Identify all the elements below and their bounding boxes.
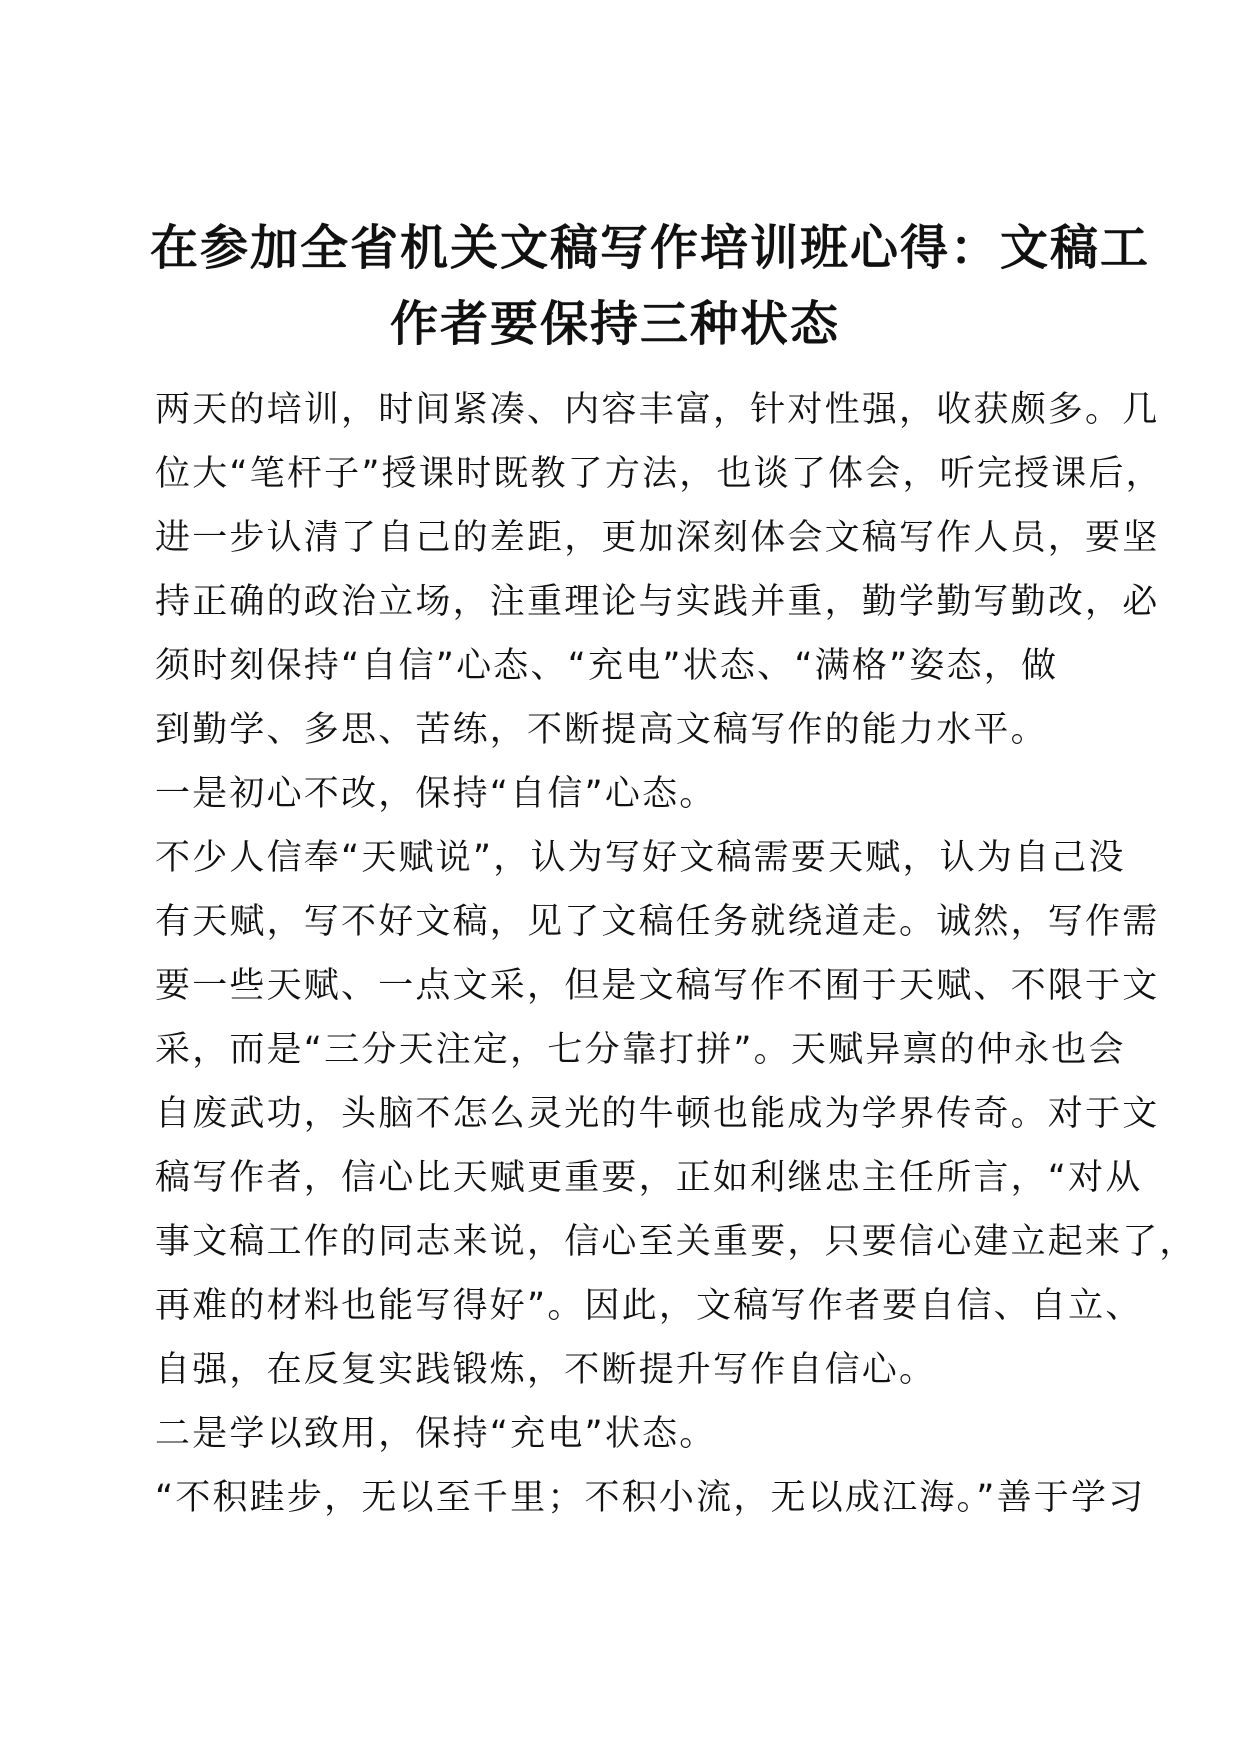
body-line: 须时刻保持“自信”心态、“充电”状态、“满格”姿态，做 [155,646,1059,686]
body-line: 事文稿工作的同志来说，信心至关重要，只要信心建立起来了， [155,1222,1197,1262]
body-line: 有天赋，写不好文稿，见了文稿任务就绕道走。诚然，写作需 [155,902,1160,942]
body-line: 自废武功，头脑不怎么灵光的牛顿也能成为学界传奇。对于文 [155,1094,1160,1134]
body-line: 到勤学、多思、苦练，不断提高文稿写作的能力水平。 [155,710,1048,750]
document-body [155,378,1197,1530]
section-heading: 一是初心不改，保持“自信”心态。 [155,774,717,814]
body-line: 位大“笔杆子”授课时既教了方法，也谈了体会，听完授课后， [155,454,1163,494]
body-line: 不少人信奉“天赋说”，认为写好文稿需要天赋，认为自己没 [155,838,1126,878]
body-line: 自强，在反复实践锻炼，不断提升写作自信心。 [155,1350,937,1390]
document-title [150,210,1151,362]
body-line: 要一些天赋、一点文采，但是文稿写作不囿于天赋、不限于文 [155,966,1160,1006]
body-line: 采，而是“三分天注定，七分靠打拼”。天赋异禀的仲永也会 [155,1030,1126,1070]
title-line: 作者要保持三种状态 [389,296,840,352]
body-line: “不积跬步，无以至千里；不积小流，无以成江海。”善于学习 [155,1478,1146,1518]
body-line: 再难的材料也能写得好”。因此，文稿写作者要自信、自立、 [155,1286,1143,1326]
body-line: 进一步认清了自己的差距，更加深刻体会文稿写作人员，要坚 [155,518,1160,558]
section-heading: 二是学以致用，保持“充电”状态。 [155,1414,717,1454]
title-line: 在参加全省机关文稿写作培训班心得：文稿工 [150,220,1151,276]
body-line: 持正确的政治立场，注重理论与实践并重，勤学勤写勤改，必 [155,582,1160,622]
body-line: 稿写作者，信心比天赋更重要，正如利继忠主任所言，“对从 [155,1158,1143,1198]
body-line: 两天的培训，时间紧凑、内容丰富，针对性强，收获颇多。几 [155,390,1160,430]
